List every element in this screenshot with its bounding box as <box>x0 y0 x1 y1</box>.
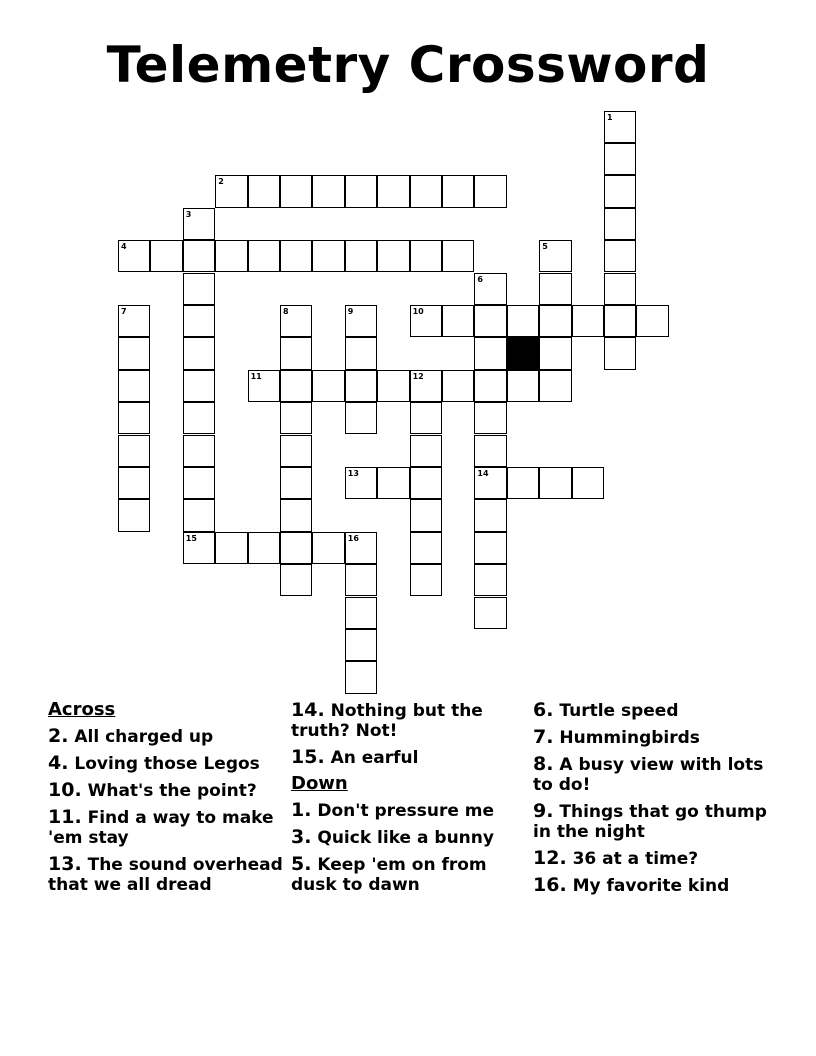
clue-number: 4. <box>48 752 69 774</box>
grid-cell[interactable] <box>280 370 312 402</box>
clue-number: 15. <box>291 746 325 768</box>
clue-text: Things that go thump in the night <box>533 802 767 842</box>
grid-cell[interactable] <box>410 499 442 531</box>
clue-down-9[interactable] <box>533 801 773 842</box>
clue-column-2 <box>291 700 519 901</box>
grid-cell[interactable] <box>410 370 442 402</box>
grid-cell[interactable] <box>474 175 506 207</box>
clue-number: 14. <box>291 699 325 721</box>
clue-across-14[interactable] <box>291 700 519 741</box>
grid-cell[interactable] <box>345 564 377 596</box>
clue-text: A busy view with lots to do! <box>533 755 764 795</box>
grid-cell[interactable] <box>345 175 377 207</box>
clue-column-1 <box>48 700 284 901</box>
grid-cell[interactable] <box>183 532 215 564</box>
grid-cell[interactable] <box>474 435 506 467</box>
grid-cell[interactable] <box>280 175 312 207</box>
down-heading: Down <box>291 773 348 794</box>
cell-number: 11 <box>250 371 262 381</box>
cell-number: 1 <box>607 112 613 122</box>
grid-cell[interactable] <box>345 661 377 693</box>
grid-cell[interactable] <box>248 370 280 402</box>
grid-cell[interactable] <box>604 305 636 337</box>
clue-number: 10. <box>48 779 82 801</box>
clue-across-15[interactable] <box>291 747 519 768</box>
grid-cell[interactable] <box>507 370 539 402</box>
grid-cell[interactable] <box>410 467 442 499</box>
clue-number: 6. <box>533 699 554 721</box>
clue-across-10[interactable] <box>48 780 284 801</box>
grid-cell[interactable] <box>410 240 442 272</box>
grid-cell[interactable] <box>248 532 280 564</box>
grid-cell[interactable] <box>507 305 539 337</box>
grid-cell[interactable] <box>474 402 506 434</box>
grid-cell[interactable] <box>604 143 636 175</box>
grid-cell[interactable] <box>280 532 312 564</box>
grid-cell[interactable] <box>442 370 474 402</box>
grid-cell[interactable] <box>345 337 377 369</box>
grid-cell[interactable] <box>280 467 312 499</box>
grid-cell[interactable] <box>572 467 604 499</box>
grid-cell[interactable] <box>604 208 636 240</box>
grid-cell[interactable] <box>572 305 604 337</box>
clue-text: An earful <box>330 748 419 768</box>
cell-number: 6 <box>477 274 483 284</box>
clue-down-8[interactable] <box>533 754 773 795</box>
grid-cell[interactable] <box>604 111 636 143</box>
grid-cell[interactable] <box>183 467 215 499</box>
clue-text: The sound overhead that we all dread <box>48 855 283 895</box>
grid-cell[interactable] <box>345 370 377 402</box>
grid-cell[interactable] <box>474 532 506 564</box>
clue-across-11[interactable] <box>48 807 284 848</box>
clue-number: 9. <box>533 800 554 822</box>
clue-number: 2. <box>48 725 69 747</box>
grid-cell[interactable] <box>474 370 506 402</box>
clue-text: Keep 'em on from dusk to dawn <box>291 855 487 895</box>
grid-cell[interactable] <box>539 240 571 272</box>
grid-cell[interactable] <box>539 273 571 305</box>
grid-cell[interactable] <box>118 337 150 369</box>
cell-number: 15 <box>185 533 197 543</box>
clue-column-3 <box>533 700 773 902</box>
grid-cell[interactable] <box>604 273 636 305</box>
grid-cell[interactable] <box>474 305 506 337</box>
grid-cell[interactable] <box>410 532 442 564</box>
grid-cell[interactable] <box>539 467 571 499</box>
grid-cell[interactable] <box>539 305 571 337</box>
cell-number: 12 <box>412 371 424 381</box>
cell-number: 10 <box>412 306 424 316</box>
clue-across-2[interactable] <box>48 726 284 747</box>
clue-text: My favorite kind <box>572 876 730 896</box>
clue-down-7[interactable] <box>533 727 773 748</box>
grid-cell[interactable] <box>345 629 377 661</box>
grid-cell[interactable] <box>377 467 409 499</box>
clue-text: Find a way to make 'em stay <box>48 808 274 848</box>
grid-cell[interactable] <box>474 273 506 305</box>
grid-cell[interactable] <box>345 467 377 499</box>
grid-cell[interactable] <box>280 240 312 272</box>
cell-number: 13 <box>347 468 359 478</box>
grid-cell[interactable] <box>150 240 182 272</box>
clue-down-16[interactable] <box>533 875 773 896</box>
grid-cell[interactable] <box>377 175 409 207</box>
grid-cell[interactable] <box>280 305 312 337</box>
cell-number: 8 <box>283 306 289 316</box>
cell-number: 14 <box>477 468 489 478</box>
grid-cell[interactable] <box>183 499 215 531</box>
cell-number: 3 <box>185 209 192 219</box>
clue-down-3[interactable] <box>291 827 519 848</box>
grid-cell[interactable] <box>118 370 150 402</box>
grid-cell[interactable] <box>410 305 442 337</box>
clue-text: Turtle speed <box>559 701 679 721</box>
grid-cell[interactable] <box>183 402 215 434</box>
grid-cell[interactable] <box>442 240 474 272</box>
grid-cell[interactable] <box>410 435 442 467</box>
grid-cell[interactable] <box>442 175 474 207</box>
cell-number: 4 <box>121 242 127 252</box>
grid-cell[interactable] <box>604 240 636 272</box>
grid-cell[interactable] <box>183 370 215 402</box>
grid-cell[interactable] <box>345 402 377 434</box>
grid-cell[interactable] <box>118 435 150 467</box>
grid-cell[interactable] <box>280 402 312 434</box>
grid-cell[interactable] <box>118 467 150 499</box>
cell-number: 2 <box>218 177 224 187</box>
grid-cell[interactable] <box>215 175 247 207</box>
grid-cell[interactable] <box>312 175 344 207</box>
cell-number: 9 <box>347 306 354 316</box>
grid-cell[interactable] <box>118 305 150 337</box>
grid-cell[interactable] <box>118 499 150 531</box>
grid-cell[interactable] <box>183 305 215 337</box>
clue-number: 1. <box>291 799 312 821</box>
clue-down-6[interactable] <box>533 700 773 721</box>
grid-cell[interactable] <box>345 305 377 337</box>
clue-text: What's the point? <box>87 781 257 801</box>
grid-cell[interactable] <box>280 564 312 596</box>
grid-cell[interactable] <box>312 240 344 272</box>
clue-text: All charged up <box>74 727 214 747</box>
grid-cell[interactable] <box>248 240 280 272</box>
grid-cell[interactable] <box>312 532 344 564</box>
grid-cell[interactable] <box>604 175 636 207</box>
clue-number: 8. <box>533 753 554 775</box>
grid-cell[interactable] <box>118 402 150 434</box>
grid-cell[interactable] <box>215 240 247 272</box>
grid-cell[interactable] <box>345 532 377 564</box>
clue-number: 13. <box>48 853 82 875</box>
clue-number: 12. <box>533 847 567 869</box>
clue-text: 36 at a time? <box>572 849 699 869</box>
clue-text: Loving those Legos <box>74 754 260 774</box>
grid-cell[interactable] <box>183 208 215 240</box>
grid-cell[interactable] <box>183 240 215 272</box>
grid-cell[interactable] <box>183 435 215 467</box>
cell-number: 5 <box>542 242 548 252</box>
grid-cell[interactable] <box>507 467 539 499</box>
clue-across-13[interactable] <box>48 854 284 895</box>
grid-cell[interactable] <box>474 499 506 531</box>
grid-cell[interactable] <box>604 337 636 369</box>
clue-down-12[interactable] <box>533 848 773 869</box>
grid-cell[interactable] <box>539 370 571 402</box>
grid-cell[interactable] <box>377 240 409 272</box>
grid-cell[interactable] <box>183 337 215 369</box>
grid-cell[interactable] <box>474 337 506 369</box>
grid-cell[interactable] <box>215 532 247 564</box>
across-heading: Across <box>48 699 116 720</box>
clue-number: 5. <box>291 853 312 875</box>
grid-cell[interactable] <box>410 175 442 207</box>
clue-text: Nothing but the truth? Not! <box>291 701 483 741</box>
grid-cell[interactable] <box>118 240 150 272</box>
grid-cell[interactable] <box>539 337 571 369</box>
grid-cell[interactable] <box>474 597 506 629</box>
clue-number: 16. <box>533 874 567 896</box>
grid-cell[interactable] <box>280 435 312 467</box>
grid-cell[interactable] <box>183 273 215 305</box>
puzzle-title: Telemetry Crossword <box>106 36 710 94</box>
grid-cell[interactable] <box>248 175 280 207</box>
clue-across-4[interactable] <box>48 753 284 774</box>
clue-text: Quick like a bunny <box>317 828 494 848</box>
clue-text: Don't pressure me <box>317 801 495 821</box>
grid-cell[interactable] <box>280 337 312 369</box>
grid-cell[interactable] <box>377 370 409 402</box>
clue-down-5[interactable] <box>291 854 519 895</box>
cell-number: 16 <box>347 533 359 543</box>
grid-cell[interactable] <box>474 564 506 596</box>
grid-cell[interactable] <box>410 402 442 434</box>
grid-cell[interactable] <box>345 597 377 629</box>
grid-cell[interactable] <box>442 305 474 337</box>
grid-cell[interactable] <box>474 467 506 499</box>
clue-number: 11. <box>48 806 82 828</box>
grid-cell[interactable] <box>280 499 312 531</box>
black-cell <box>507 337 539 369</box>
cell-number: 7 <box>121 306 127 316</box>
grid-cell[interactable] <box>636 305 668 337</box>
grid-cell[interactable] <box>410 564 442 596</box>
grid-cell[interactable] <box>312 370 344 402</box>
clue-number: 3. <box>291 826 312 848</box>
clue-number: 7. <box>533 726 554 748</box>
clue-down-1[interactable] <box>291 800 519 821</box>
grid-cell[interactable] <box>345 240 377 272</box>
clue-text: Hummingbirds <box>559 728 700 748</box>
